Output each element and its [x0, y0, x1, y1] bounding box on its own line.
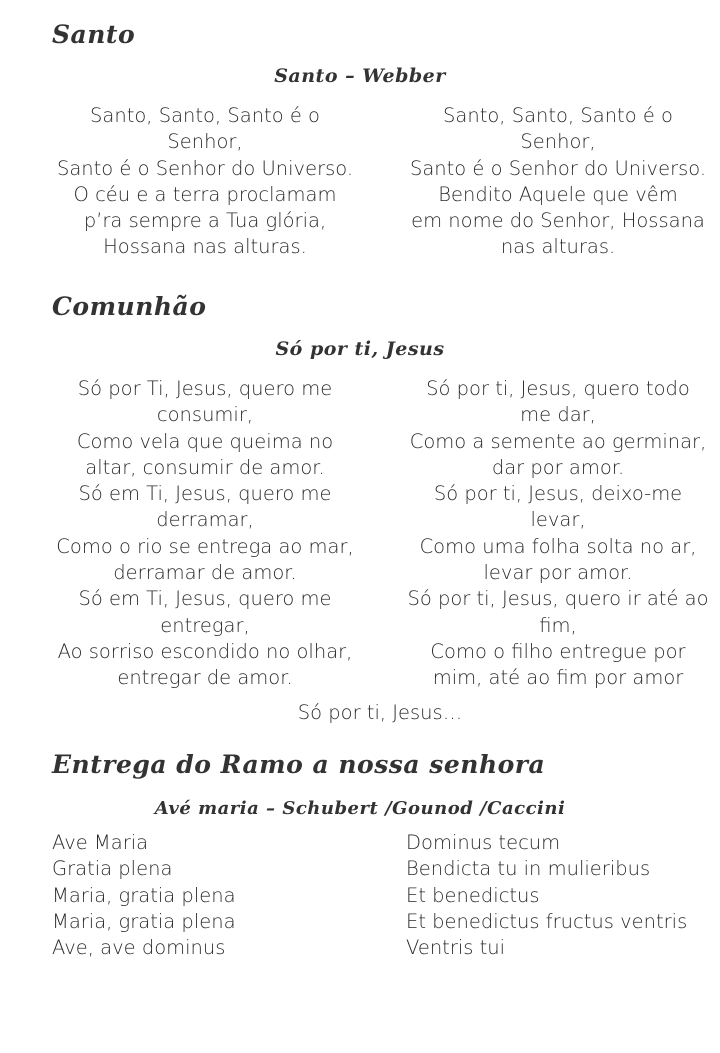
section-heading-entrega: Entrega do Ramo a nossa senhora	[52, 750, 546, 779]
lyric-line: Bendito Aquele que vêm	[438, 182, 678, 206]
song-title-santo-webber: Santo – Webber	[274, 65, 446, 87]
lyric-line: Maria, gratia plena	[52, 883, 236, 907]
lyric-line: Et benedictus	[406, 883, 540, 907]
lyric-line: Como a semente ao germinar,	[409, 429, 707, 453]
lyric-line: levar por amor.	[483, 561, 633, 585]
lyric-line: entregar,	[160, 613, 250, 637]
entrega-right-column	[406, 830, 687, 961]
lyric-line: derramar,	[156, 508, 254, 532]
comunhao-right-column	[405, 376, 711, 692]
entrega-left-column	[52, 830, 236, 961]
song-title-ave-maria: Avé maria – Schubert /Gounod /Caccini	[154, 798, 566, 819]
section-heading-santo: Santo	[52, 20, 136, 49]
lyric-line: Só por ti, Jesus, quero ir até ao	[407, 587, 709, 611]
lyric-line: Hossana nas alturas.	[103, 235, 307, 259]
santo-left-column	[52, 103, 358, 261]
lyric-line: dar por amor.	[491, 455, 625, 479]
lyric-line: Como o rio se entrega ao mar,	[56, 534, 354, 558]
lyric-line: fim,	[539, 613, 577, 637]
lyric-line: Como uma folha solta no ar,	[419, 534, 697, 558]
lyric-line: Como o filho entregue por	[430, 639, 686, 663]
lyric-line: Só por Ti, Jesus, quero me	[77, 377, 333, 400]
lyric-line: entregar de amor.	[117, 666, 293, 690]
lyric-line: Só por ti, Jesus, deixo-me	[433, 482, 683, 506]
lyric-line: Dominus tecum	[406, 831, 561, 854]
lyric-line: Santo é o Senhor do Universo.	[56, 156, 354, 180]
lyric-line: Ave Maria	[52, 831, 149, 854]
lyric-line: Como vela que queima no	[76, 429, 334, 453]
lyric-line: Senhor,	[167, 130, 243, 154]
lyric-line: Ventris tui	[406, 936, 506, 960]
lyric-line: me dar,	[520, 403, 596, 427]
lyric-line: Gratia plena	[52, 857, 173, 881]
lyric-line: Santo é o Senhor do Universo.	[409, 156, 707, 180]
lyric-line: derramar de amor.	[113, 561, 297, 585]
comunhao-closing-line: Só por ti, Jesus…	[297, 701, 463, 724]
lyric-line: Senhor,	[520, 130, 596, 154]
section-heading-comunhao: Comunhão	[52, 292, 207, 321]
lyric-line: Só por ti, Jesus, quero todo	[426, 377, 690, 400]
lyric-line: p’ra sempre a Tua glória,	[83, 209, 327, 233]
lyric-line: Bendicta tu in mulieribus	[406, 857, 651, 881]
lyric-line: nas alturas.	[500, 235, 616, 259]
lyric-line: Ave, ave dominus	[52, 936, 226, 960]
lyric-line: Santo, Santo, Santo é o	[90, 104, 320, 127]
lyric-line: Ao sorriso escondido no olhar,	[57, 639, 353, 663]
lyric-line: Só em Ti, Jesus, quero me	[78, 587, 332, 611]
lyric-line: mim, até ao fim por amor	[432, 666, 684, 690]
comunhao-left-column	[52, 376, 358, 692]
lyric-line: O céu e a terra proclamam	[73, 182, 337, 206]
lyric-line: Só em Ti, Jesus, quero me	[78, 482, 332, 506]
song-title-so-por-ti-jesus: Só por ti, Jesus	[275, 338, 445, 360]
lyric-line: Et benedictus fructus ventris	[406, 909, 688, 933]
lyric-line: levar,	[530, 508, 586, 532]
santo-right-column	[405, 103, 711, 261]
lyric-line: Santo, Santo, Santo é o	[443, 104, 673, 127]
lyric-line: em nome do Senhor, Hossana	[411, 209, 705, 233]
lyric-line: consumir,	[156, 403, 254, 427]
lyric-line: Maria, gratia plena	[52, 909, 236, 933]
lyric-line: altar, consumir de amor.	[85, 455, 325, 479]
